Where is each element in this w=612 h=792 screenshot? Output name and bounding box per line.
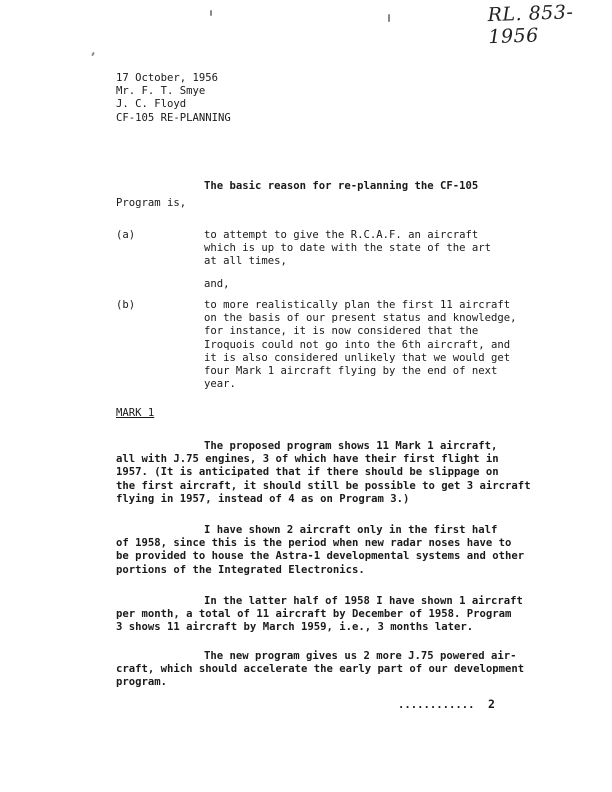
paragraph-line: all with J.75 engines, 3 of which have their first flight in [116, 453, 499, 466]
memo-date: 17 October, 1956 [116, 72, 219, 84]
memo-from: J. C. Floyd [116, 98, 187, 111]
point-b-line: year. [204, 378, 236, 391]
section-heading: MARK 1 [116, 407, 155, 419]
paragraph-line: 1957. (It is anticipated that if there should be slippage on [116, 466, 499, 479]
paragraph-line: be provided to house the Astra-1 developmental systems and other [116, 550, 525, 563]
paragraph-1 [116, 440, 531, 506]
scan-speck [388, 14, 390, 22]
intro-line-2: Program is, [116, 197, 187, 209]
paragraph-line: portions of the Integrated Electronics. [116, 563, 365, 576]
handwritten-reference: RL. 853-1956 [487, 1, 574, 49]
page-number: 2 [488, 697, 495, 711]
point-a-line: which is up to date with the state of the art [204, 242, 492, 255]
paragraph-line: The proposed program shows 11 Mark 1 aircraft, [204, 440, 498, 452]
paragraph-line: In the latter half of 1958 I have shown 1 aircraft [204, 595, 523, 607]
point-a-line: to attempt to give the R.C.A.F. an aircraft [204, 229, 479, 241]
point-a-line: at all times, [204, 255, 287, 268]
point-b-text [204, 299, 517, 391]
paragraph-line: of 1958, since this is the period when new radar noses have to [116, 537, 512, 550]
paragraph-3 [116, 595, 523, 635]
point-b-label: (b) [116, 299, 136, 311]
point-a-text [204, 229, 491, 269]
point-b-line: it is also considered unlikely that we would get [204, 351, 511, 364]
paragraph-line: craft, which should accelerate the early part of our development [116, 663, 525, 676]
paragraph-line: program. [116, 676, 168, 689]
and-text: and, [204, 278, 230, 290]
point-b-line: for instance, it is now considered that the [204, 325, 479, 338]
point-a-label: (a) [116, 229, 136, 241]
intro-line-1: The basic reason for re-planning the CF-105 [204, 180, 479, 192]
memo-to: Mr. F. T. Smye [116, 85, 206, 98]
paragraph-line: flying in 1957, instead of 4 as on Program 3.) [116, 492, 410, 505]
point-b-line: to more realistically plan the first 11 aircraft [204, 299, 511, 311]
paragraph-line: 3 shows 11 aircraft by March 1959, i.e., 3 months later. [116, 621, 474, 634]
paragraph-line: per month, a total of 11 aircraft by December of 1958. Program [116, 608, 512, 621]
scan-speck [210, 10, 212, 16]
memo-subject: CF-105 RE-PLANNING [116, 111, 231, 124]
paragraph-line: the first aircraft, it should still be possible to get 3 aircraft [116, 479, 531, 492]
paragraph-line: I have shown 2 aircraft only in the first half [204, 524, 498, 536]
paragraph-4 [116, 650, 524, 690]
scan-speck [91, 52, 95, 56]
paragraph-2 [116, 524, 524, 577]
memo-header [116, 72, 231, 125]
point-b-line: Iroquois could not go into the 6th aircraft, and [204, 338, 511, 351]
point-b-line: four Mark 1 aircraft flying by the end of next [204, 365, 498, 378]
point-b-line: on the basis of our present status and knowledge, [204, 312, 517, 325]
footer-leader: ............ [398, 699, 475, 711]
paragraph-line: The new program gives us 2 more J.75 powered air- [204, 650, 517, 662]
